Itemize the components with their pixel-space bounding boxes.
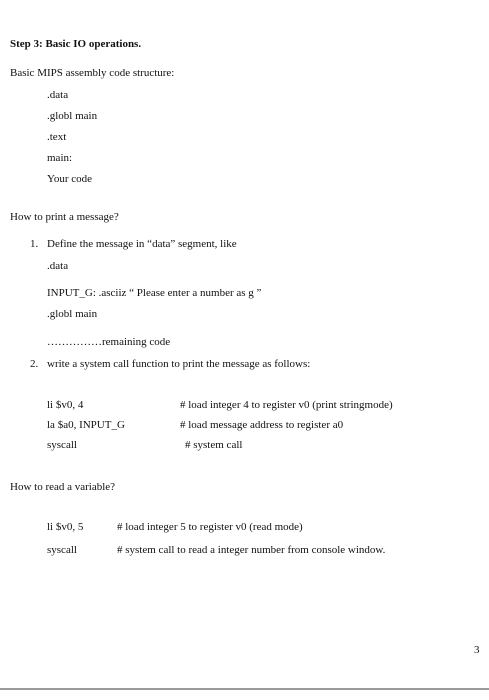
step-heading: Step 3: Basic IO operations. — [10, 38, 142, 50]
code-comment-la: # load message address to register a0 — [180, 419, 344, 431]
step1-remaining-line: ……………remaining code — [47, 336, 171, 348]
structure-intro: Basic MIPS assembly code structure: — [10, 67, 175, 79]
step1-input-line: INPUT_G: .asciiz “ Please enter a number as g ” — [47, 287, 262, 299]
code-comment-syscall: # system call — [185, 439, 243, 451]
structure-line-your-code: Your code — [47, 173, 93, 185]
code-instr-la: la $a0, INPUT_G — [47, 419, 125, 431]
read-question: How to read a variable? — [10, 481, 116, 493]
structure-line-globl: .globl main — [47, 110, 98, 122]
step1-text: Define the message in “data” segment, like — [47, 238, 237, 250]
step1-globl-line: .globl main — [47, 308, 98, 320]
step2-number: 2. — [30, 358, 39, 370]
step1-number: 1. — [30, 238, 39, 250]
structure-line-main: main: — [47, 152, 73, 164]
code-comment-li: # load integer 4 to register v0 (print stringmode) — [180, 399, 393, 411]
code-instr-syscall: syscall — [47, 439, 77, 451]
step2-text: write a system call function to print the message as follows: — [47, 358, 311, 370]
page-number: 3 — [474, 644, 480, 656]
print-question: How to print a message? — [10, 211, 119, 223]
code-instr-li: li $v0, 4 — [47, 399, 84, 411]
read-code-instr-li: li $v0, 5 — [47, 521, 84, 533]
structure-line-text: .text — [47, 131, 67, 143]
structure-line-data: .data — [47, 89, 69, 101]
read-code-instr-syscall: syscall — [47, 544, 77, 556]
read-code-comment-li: # load integer 5 to register v0 (read mode) — [117, 521, 303, 533]
step1-data-line: .data — [47, 260, 69, 272]
page-bottom-rule — [0, 688, 489, 690]
read-code-comment-syscall: # system call to read a integer number from console window. — [117, 544, 386, 556]
